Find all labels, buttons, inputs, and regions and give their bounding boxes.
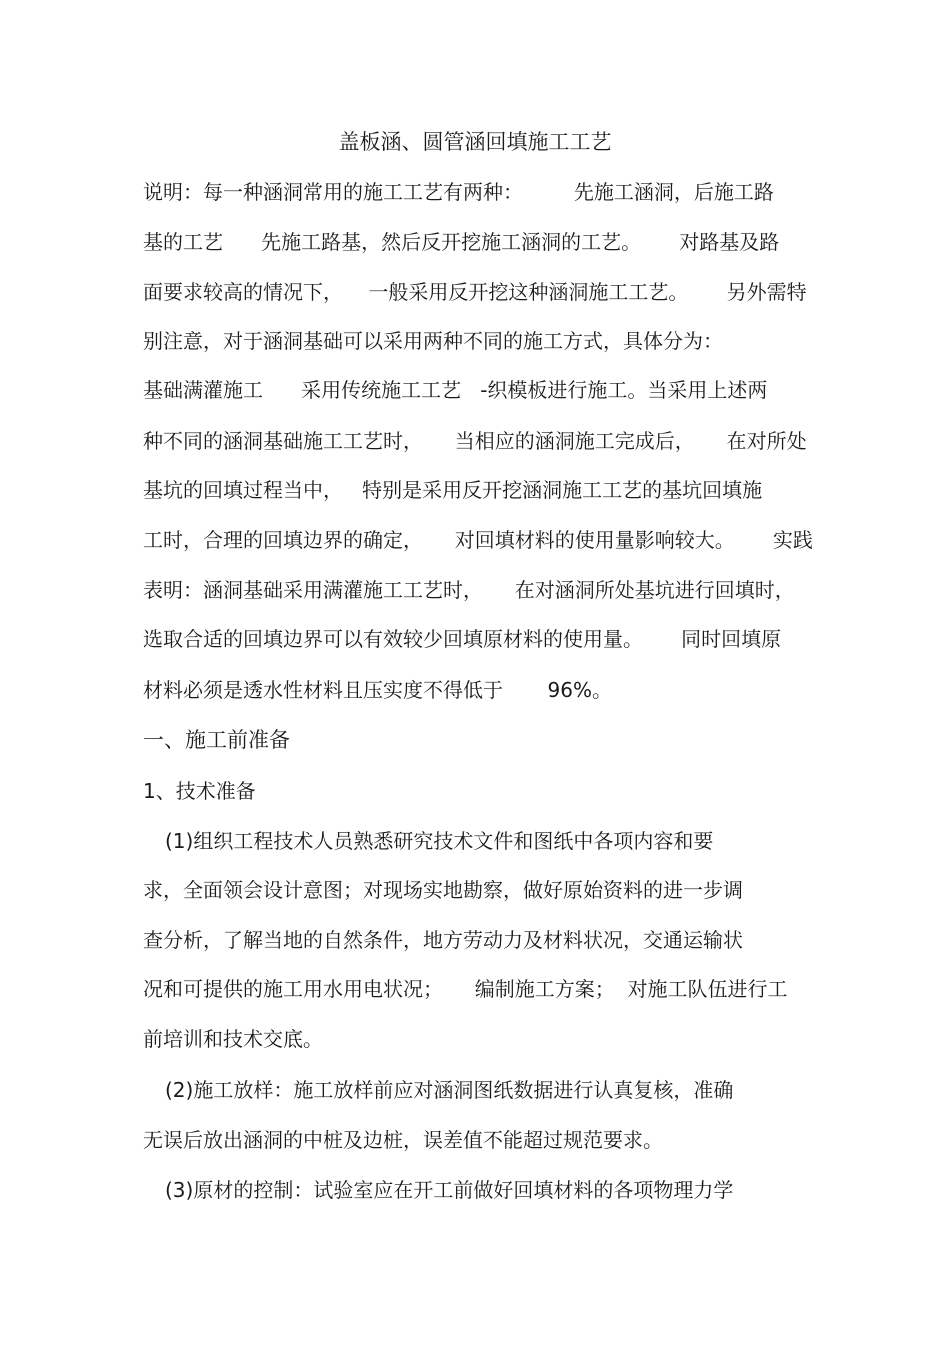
intro-line: 基坑的回填过程当中， 特别是采用反开挖涵洞施工工艺的基坑回填施 — [143, 478, 763, 502]
document-title: 盖板涵、圆管涵回填施工工艺 — [338, 130, 612, 154]
intro-line: 表明：涵洞基础采用满灌施工工艺时， 在对涵洞所处基坑进行回填时， — [143, 578, 795, 602]
intro-line: 工时，合理的回填边界的确定， 对回填材料的使用量影响较大。 实践 — [143, 528, 813, 552]
item-line: (2)施工放样：施工放样前应对涵洞图纸数据进行认真复核，准确 — [165, 1078, 734, 1102]
item-line: (1)组织工程技术人员熟悉研究技术文件和图纸中各项内容和要 — [165, 829, 714, 853]
intro-line: 别注意，对于涵洞基础可以采用两种不同的施工方式，具体分为： — [143, 329, 723, 353]
item-line: 查分析，了解当地的自然条件，地方劳动力及材料状况，交通运输状 — [143, 928, 743, 952]
intro-line: 说明：每一种涵洞常用的施工工艺有两种： 先施工涵洞，后施工路 — [143, 180, 774, 204]
intro-line: 材料必须是透水性材料且压实度不得低于 96%。 — [143, 678, 612, 702]
item-line: (3)原材的控制：试验室应在开工前做好回填材料的各项物理力学 — [165, 1178, 734, 1202]
item-line: 前培训和技术交底。 — [143, 1027, 323, 1051]
intro-line: 种不同的涵洞基础施工工艺时， 当相应的涵洞施工完成后， 在对所处 — [143, 429, 807, 453]
section-heading: 一、施工前准备 — [143, 728, 290, 752]
item-line: 求，全面领会设计意图；对现场实地勘察，做好原始资料的进一步调 — [143, 878, 743, 902]
intro-line: 基础满灌施工 采用传统施工工艺 -织模板进行施工。当采用上述两 — [143, 378, 768, 402]
intro-line: 面要求较高的情况下， 一般采用反开挖这种涵洞施工工艺。 另外需特 — [143, 280, 807, 304]
subsection-heading: 1、技术准备 — [143, 779, 256, 803]
item-line: 无误后放出涵洞的中桩及边桩，误差值不能超过规范要求。 — [143, 1128, 663, 1152]
intro-line: 选取合适的回填边界可以有效较少回填原材料的使用量。 同时回填原 — [143, 627, 782, 651]
intro-line: 基的工艺 先施工路基，然后反开挖施工涵洞的工艺。 对路基及路 — [143, 230, 780, 254]
item-line: 况和可提供的施工用水用电状况； 编制施工方案； 对施工队伍进行工 — [143, 977, 788, 1001]
